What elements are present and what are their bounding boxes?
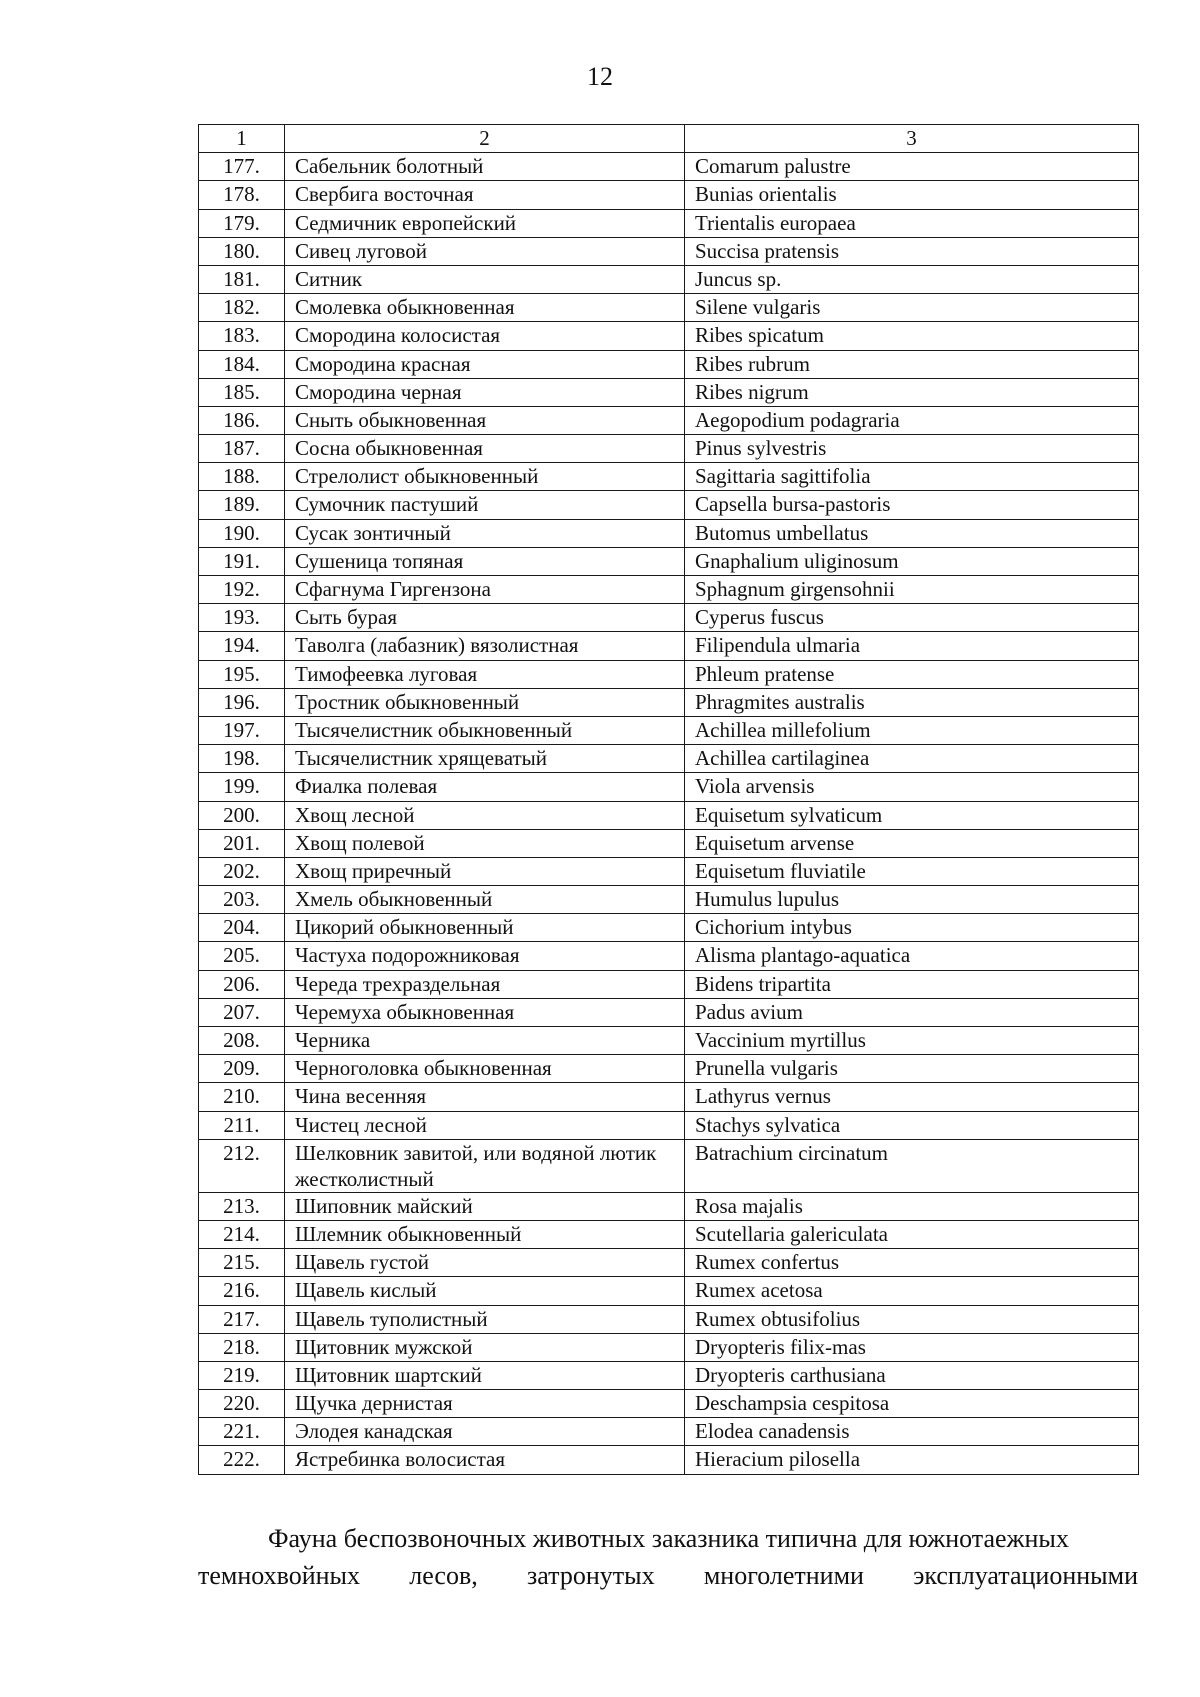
latin-name: Aegopodium podagraria bbox=[685, 406, 1139, 434]
table-row bbox=[199, 322, 1139, 350]
row-number: 199. bbox=[199, 773, 285, 801]
latin-name: Alisma plantago-aquatica bbox=[685, 942, 1139, 970]
row-number: 194. bbox=[199, 632, 285, 660]
latin-name: Rumex confertus bbox=[685, 1249, 1139, 1277]
table-row bbox=[199, 237, 1139, 265]
latin-name: Equisetum fluviatile bbox=[685, 857, 1139, 885]
latin-name: Butomus umbellatus bbox=[685, 519, 1139, 547]
latin-name: Filipendula ulmaria bbox=[685, 632, 1139, 660]
row-number: 201. bbox=[199, 829, 285, 857]
table-row bbox=[199, 406, 1139, 434]
page-number: 12 bbox=[587, 62, 613, 91]
russian-name: Стрелолист обыкновенный bbox=[285, 463, 685, 491]
table-row bbox=[199, 1111, 1139, 1139]
latin-name: Sagittaria sagittifolia bbox=[685, 463, 1139, 491]
row-number: 184. bbox=[199, 350, 285, 378]
column-header-latin-name: 3 bbox=[685, 125, 1139, 153]
latin-name: Phragmites australis bbox=[685, 688, 1139, 716]
russian-name: Шлемник обыкновенный bbox=[285, 1220, 685, 1248]
row-number: 183. bbox=[199, 322, 285, 350]
table-row bbox=[199, 435, 1139, 463]
table-row bbox=[199, 1390, 1139, 1418]
table-row bbox=[199, 1277, 1139, 1305]
russian-name: Сныть обыкновенная bbox=[285, 406, 685, 434]
russian-name: Ситник bbox=[285, 265, 685, 293]
row-number: 210. bbox=[199, 1083, 285, 1111]
latin-name: Succisa pratensis bbox=[685, 237, 1139, 265]
russian-name: Сушеница топяная bbox=[285, 547, 685, 575]
latin-name: Capsella bursa-pastoris bbox=[685, 491, 1139, 519]
table-body bbox=[199, 153, 1139, 1474]
table-row bbox=[199, 153, 1139, 181]
russian-name: Смородина красная bbox=[285, 350, 685, 378]
russian-name: Щитовник мужской bbox=[285, 1333, 685, 1361]
row-number: 195. bbox=[199, 660, 285, 688]
russian-name: Шелковник завитой, или водяной лютик жестколистный bbox=[285, 1139, 685, 1192]
table-row bbox=[199, 491, 1139, 519]
russian-name: Сфагнума Гиргензона bbox=[285, 576, 685, 604]
row-number: 221. bbox=[199, 1418, 285, 1446]
latin-name: Rumex acetosa bbox=[685, 1277, 1139, 1305]
row-number: 205. bbox=[199, 942, 285, 970]
row-number: 196. bbox=[199, 688, 285, 716]
russian-name: Сивец луговой bbox=[285, 237, 685, 265]
latin-name: Ribes nigrum bbox=[685, 378, 1139, 406]
russian-name: Черемуха обыкновенная bbox=[285, 998, 685, 1026]
row-number: 220. bbox=[199, 1390, 285, 1418]
russian-name: Черноголовка обыкновенная bbox=[285, 1055, 685, 1083]
russian-name: Сосна обыкновенная bbox=[285, 435, 685, 463]
row-number: 189. bbox=[199, 491, 285, 519]
table-row bbox=[199, 801, 1139, 829]
table-row bbox=[199, 1192, 1139, 1220]
table-row bbox=[199, 1249, 1139, 1277]
row-number: 178. bbox=[199, 181, 285, 209]
table-row bbox=[199, 857, 1139, 885]
latin-name: Lathyrus vernus bbox=[685, 1083, 1139, 1111]
russian-name: Смолевка обыкновенная bbox=[285, 294, 685, 322]
table-row bbox=[199, 886, 1139, 914]
russian-name: Щавель густой bbox=[285, 1249, 685, 1277]
latin-name: Elodea canadensis bbox=[685, 1418, 1139, 1446]
russian-name: Хвощ приречный bbox=[285, 857, 685, 885]
table-row bbox=[199, 1305, 1139, 1333]
latin-name: Scutellaria galericulata bbox=[685, 1220, 1139, 1248]
row-number: 222. bbox=[199, 1446, 285, 1474]
column-header-number: 1 bbox=[199, 125, 285, 153]
table-row bbox=[199, 1055, 1139, 1083]
row-number: 202. bbox=[199, 857, 285, 885]
russian-name: Сусак зонтичный bbox=[285, 519, 685, 547]
latin-name: Vaccinium myrtillus bbox=[685, 1027, 1139, 1055]
table-row bbox=[199, 350, 1139, 378]
row-number: 182. bbox=[199, 294, 285, 322]
russian-name: Ястребинка волосистая bbox=[285, 1446, 685, 1474]
species-table bbox=[198, 124, 1139, 1475]
russian-name: Щавель туполистный bbox=[285, 1305, 685, 1333]
row-number: 213. bbox=[199, 1192, 285, 1220]
row-number: 192. bbox=[199, 576, 285, 604]
row-number: 181. bbox=[199, 265, 285, 293]
latin-name: Gnaphalium uliginosum bbox=[685, 547, 1139, 575]
table-row bbox=[199, 547, 1139, 575]
table-row bbox=[199, 1139, 1139, 1192]
row-number: 218. bbox=[199, 1333, 285, 1361]
body-paragraph bbox=[198, 1520, 1138, 1594]
russian-name: Щитовник шартский bbox=[285, 1361, 685, 1389]
column-header-russian-name: 2 bbox=[285, 125, 685, 153]
latin-name: Pinus sylvestris bbox=[685, 435, 1139, 463]
latin-name: Dryopteris filix-mas bbox=[685, 1333, 1139, 1361]
table-row bbox=[199, 378, 1139, 406]
row-number: 215. bbox=[199, 1249, 285, 1277]
table-row bbox=[199, 1361, 1139, 1389]
russian-name: Элодея канадская bbox=[285, 1418, 685, 1446]
row-number: 188. bbox=[199, 463, 285, 491]
row-number: 190. bbox=[199, 519, 285, 547]
table-header-row bbox=[199, 125, 1139, 153]
russian-name: Тимофеевка луговая bbox=[285, 660, 685, 688]
row-number: 177. bbox=[199, 153, 285, 181]
latin-name: Juncus sp. bbox=[685, 265, 1139, 293]
table-row bbox=[199, 716, 1139, 744]
table-row bbox=[199, 829, 1139, 857]
latin-name: Bidens tripartita bbox=[685, 970, 1139, 998]
row-number: 185. bbox=[199, 378, 285, 406]
latin-name: Hieracium pilosella bbox=[685, 1446, 1139, 1474]
russian-name: Щучка дернистая bbox=[285, 1390, 685, 1418]
row-number: 219. bbox=[199, 1361, 285, 1389]
russian-name: Чина весенняя bbox=[285, 1083, 685, 1111]
latin-name: Stachys sylvatica bbox=[685, 1111, 1139, 1139]
table-row bbox=[199, 745, 1139, 773]
row-number: 191. bbox=[199, 547, 285, 575]
row-number: 180. bbox=[199, 237, 285, 265]
table-row bbox=[199, 519, 1139, 547]
latin-name: Viola arvensis bbox=[685, 773, 1139, 801]
russian-name: Седмичник европейский bbox=[285, 209, 685, 237]
table-row bbox=[199, 294, 1139, 322]
row-number: 203. bbox=[199, 886, 285, 914]
row-number: 193. bbox=[199, 604, 285, 632]
russian-name: Хмель обыкновенный bbox=[285, 886, 685, 914]
table-row bbox=[199, 660, 1139, 688]
row-number: 212. bbox=[199, 1139, 285, 1192]
table-row bbox=[199, 773, 1139, 801]
latin-name: Bunias orientalis bbox=[685, 181, 1139, 209]
paragraph-line: Фауна беспозвоночных животных заказника типична для южнотаежных bbox=[268, 1524, 1069, 1553]
row-number: 187. bbox=[199, 435, 285, 463]
russian-name: Хвощ лесной bbox=[285, 801, 685, 829]
row-number: 208. bbox=[199, 1027, 285, 1055]
row-number: 200. bbox=[199, 801, 285, 829]
latin-name: Silene vulgaris bbox=[685, 294, 1139, 322]
latin-name: Cichorium intybus bbox=[685, 914, 1139, 942]
row-number: 214. bbox=[199, 1220, 285, 1248]
row-number: 204. bbox=[199, 914, 285, 942]
table-row bbox=[199, 463, 1139, 491]
russian-name: Сабельник болотный bbox=[285, 153, 685, 181]
latin-name: Achillea cartilaginea bbox=[685, 745, 1139, 773]
russian-name: Свербига восточная bbox=[285, 181, 685, 209]
row-number: 211. bbox=[199, 1111, 285, 1139]
table-row bbox=[199, 265, 1139, 293]
latin-name: Cyperus fuscus bbox=[685, 604, 1139, 632]
latin-name: Sphagnum girgensohnii bbox=[685, 576, 1139, 604]
table-row bbox=[199, 632, 1139, 660]
row-number: 206. bbox=[199, 970, 285, 998]
russian-name: Смородина колосистая bbox=[285, 322, 685, 350]
latin-name: Phleum pratense bbox=[685, 660, 1139, 688]
latin-name: Comarum palustre bbox=[685, 153, 1139, 181]
russian-name: Шиповник майский bbox=[285, 1192, 685, 1220]
row-number: 198. bbox=[199, 745, 285, 773]
latin-name: Ribes rubrum bbox=[685, 350, 1139, 378]
latin-name: Achillea millefolium bbox=[685, 716, 1139, 744]
latin-name: Rosa majalis bbox=[685, 1192, 1139, 1220]
russian-name: Смородина черная bbox=[285, 378, 685, 406]
russian-name: Чистец лесной bbox=[285, 1111, 685, 1139]
russian-name: Череда трехраздельная bbox=[285, 970, 685, 998]
row-number: 179. bbox=[199, 209, 285, 237]
russian-name: Сумочник пастуший bbox=[285, 491, 685, 519]
russian-name: Черника bbox=[285, 1027, 685, 1055]
paragraph-line: темнохвойных лесов, затронутых многолетними эксплуатационными bbox=[198, 1561, 1138, 1590]
latin-name: Equisetum sylvaticum bbox=[685, 801, 1139, 829]
russian-name: Хвощ полевой bbox=[285, 829, 685, 857]
table-row bbox=[199, 576, 1139, 604]
table-row bbox=[199, 688, 1139, 716]
table-row bbox=[199, 1083, 1139, 1111]
table-row bbox=[199, 914, 1139, 942]
table-row bbox=[199, 1333, 1139, 1361]
latin-name: Prunella vulgaris bbox=[685, 1055, 1139, 1083]
russian-name: Тысячелистник хрящеватый bbox=[285, 745, 685, 773]
table-row bbox=[199, 1418, 1139, 1446]
row-number: 217. bbox=[199, 1305, 285, 1333]
russian-name: Тростник обыкновенный bbox=[285, 688, 685, 716]
table-row bbox=[199, 942, 1139, 970]
latin-name: Batrachium circinatum bbox=[685, 1139, 1139, 1192]
latin-name: Rumex obtusifolius bbox=[685, 1305, 1139, 1333]
latin-name: Humulus lupulus bbox=[685, 886, 1139, 914]
table-row bbox=[199, 1446, 1139, 1474]
row-number: 197. bbox=[199, 716, 285, 744]
russian-name: Щавель кислый bbox=[285, 1277, 685, 1305]
russian-name: Фиалка полевая bbox=[285, 773, 685, 801]
table-row bbox=[199, 1220, 1139, 1248]
table-row bbox=[199, 181, 1139, 209]
latin-name: Padus avium bbox=[685, 998, 1139, 1026]
row-number: 216. bbox=[199, 1277, 285, 1305]
russian-name: Сыть бурая bbox=[285, 604, 685, 632]
latin-name: Equisetum arvense bbox=[685, 829, 1139, 857]
row-number: 186. bbox=[199, 406, 285, 434]
russian-name: Тысячелистник обыкновенный bbox=[285, 716, 685, 744]
row-number: 207. bbox=[199, 998, 285, 1026]
latin-name: Deschampsia cespitosa bbox=[685, 1390, 1139, 1418]
row-number: 209. bbox=[199, 1055, 285, 1083]
russian-name: Частуха подорожниковая bbox=[285, 942, 685, 970]
table-row bbox=[199, 604, 1139, 632]
russian-name: Цикорий обыкновенный bbox=[285, 914, 685, 942]
latin-name: Dryopteris carthusiana bbox=[685, 1361, 1139, 1389]
table-row bbox=[199, 209, 1139, 237]
table-row bbox=[199, 970, 1139, 998]
table-row bbox=[199, 998, 1139, 1026]
latin-name: Trientalis europaea bbox=[685, 209, 1139, 237]
table-row bbox=[199, 1027, 1139, 1055]
latin-name: Ribes spicatum bbox=[685, 322, 1139, 350]
russian-name: Таволга (лабазник) вязолистная bbox=[285, 632, 685, 660]
